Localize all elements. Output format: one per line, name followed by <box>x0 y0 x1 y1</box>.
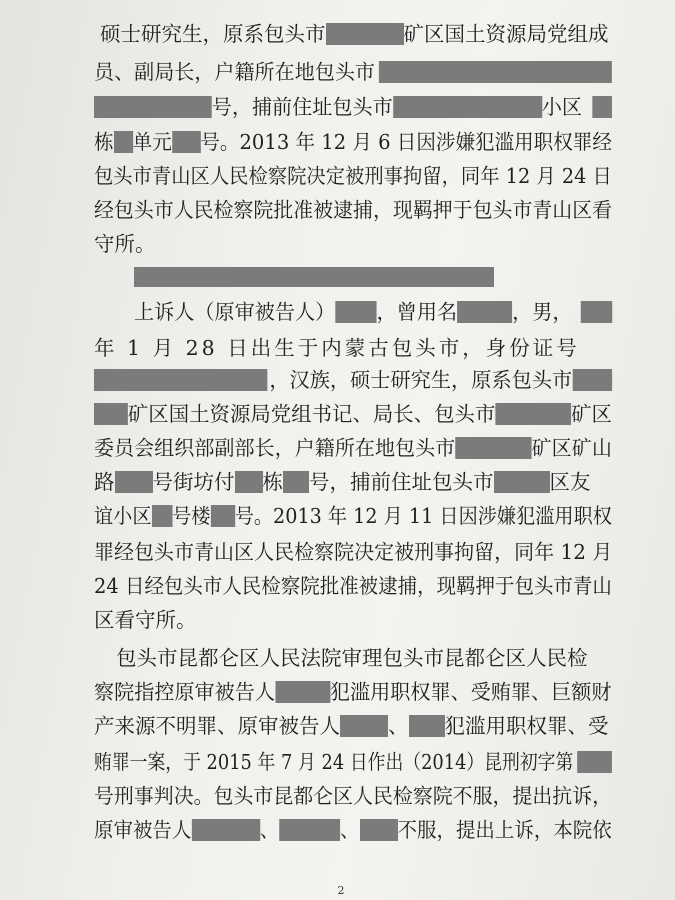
text-line: 号刑事判决。包头市昆都仑区人民检察院不服，提出抗诉， <box>94 784 613 808</box>
text-line <box>134 264 494 288</box>
redaction-block <box>114 131 133 153</box>
redaction-block <box>283 471 309 493</box>
text-segment: 委员会组织部副部长，户籍所在地包头市 <box>94 436 456 460</box>
text-segment: 硕士研究生，原系包头市 <box>100 22 326 46</box>
redaction-block <box>340 715 388 737</box>
text-segment: 、 <box>388 714 409 738</box>
text-line: 包头市昆都仑区人民法院审理包头市昆都仑区人民检 <box>116 646 588 670</box>
redaction-block <box>210 505 234 527</box>
text-segment: 号，捕前住址包头市 <box>309 470 494 494</box>
redaction-block <box>94 369 267 391</box>
text-line: 包头市青山区人民检察院决定被刑事拘留，同年 12 月 24 日 <box>94 164 612 188</box>
text-segment: 号。2013 年 12 月 11 日因涉嫌犯滥用职权 <box>234 504 612 528</box>
text-line <box>94 436 612 460</box>
text-segment: 区友 <box>549 470 591 494</box>
text-segment: 犯滥用职权罪、受 <box>444 714 609 738</box>
text-segment: 号，捕前住址包头市 <box>211 95 393 119</box>
redaction-block <box>172 131 201 153</box>
redaction-block <box>94 403 128 425</box>
redaction-block <box>457 301 512 323</box>
redaction-block <box>393 96 542 118</box>
text-line: 守所。 <box>94 232 156 256</box>
redaction-block <box>279 819 340 841</box>
text-line: 24 日经包头市人民检察院批准被逮捕，现羁押于包头市青山 <box>94 574 612 598</box>
text-line <box>100 22 609 46</box>
redaction-block <box>275 681 330 703</box>
text-segment: ，汉族，硕士研究生，原系包头市 <box>269 368 573 392</box>
text-segment: 谊小区 <box>94 504 152 528</box>
text-line <box>94 818 612 842</box>
redaction-block <box>94 96 212 118</box>
redaction-block <box>191 819 259 841</box>
text-line <box>94 750 612 774</box>
text-segment: 上诉人（原审被告人） <box>134 300 336 324</box>
text-segment: 年 1 月 28 日出生于内蒙古包头市，身份证号 <box>94 336 580 360</box>
text-segment: 员、副局长，户籍所在地包头市 <box>94 60 375 84</box>
text-segment: ，男， <box>512 300 573 324</box>
text-segment: 矿区国土资源局党组书记、局长、包头市 <box>127 402 496 426</box>
text-line <box>134 300 612 324</box>
redaction-block <box>577 751 612 773</box>
text-segment: 号楼 <box>172 504 211 528</box>
redaction-block <box>134 267 494 287</box>
text-line: 区看守所。 <box>94 608 197 632</box>
text-line <box>94 368 612 392</box>
text-segment: 、 <box>259 818 280 842</box>
text-segment: 察院指控原审被告人 <box>94 680 275 704</box>
text-segment: 号。2013 年 12 月 6 日因涉嫌犯滥用职权罪经 <box>200 130 612 154</box>
text-segment: 产来源不明罪、原审被告人 <box>94 714 340 738</box>
text-segment: 贿罪一案，于 2015 年 7 月 24 日作出（2014）昆刑初字第 <box>94 750 574 774</box>
text-segment: 小区 <box>541 95 583 119</box>
text-segment: 、 <box>340 818 360 842</box>
text-segment: 原审被告人 <box>94 818 192 842</box>
text-segment: 不服，提出上诉，本院依 <box>397 818 612 842</box>
text-segment: 路 <box>94 470 115 494</box>
redaction-block <box>592 96 612 118</box>
redaction-block <box>409 715 445 737</box>
redaction-block <box>335 301 376 323</box>
text-line <box>94 402 612 426</box>
text-segment: 犯滥用职权罪、受贿罪、巨额财 <box>329 680 612 704</box>
redaction-block <box>360 819 398 841</box>
redaction-block <box>115 471 153 493</box>
redaction-block <box>152 505 173 527</box>
text-segment: 单元 <box>132 130 172 154</box>
text-line <box>94 336 580 360</box>
page-number: 2 <box>337 884 345 897</box>
redaction-block <box>572 369 611 391</box>
text-line <box>94 130 612 154</box>
redaction-block <box>580 301 611 323</box>
redaction-block <box>495 403 571 425</box>
text-line <box>94 95 611 119</box>
text-segment: ，曾用名 <box>376 300 458 324</box>
text-segment: 矿区 <box>571 402 612 426</box>
text-line: 罪经包头市青山区人民检察院决定被刑事拘留，同年 12 月 <box>94 540 613 564</box>
text-segment: 矿区矿山 <box>531 436 612 460</box>
redaction-block <box>235 471 263 493</box>
redaction-block <box>326 23 404 45</box>
text-segment: 栋 <box>94 130 114 154</box>
redaction-block <box>455 437 531 459</box>
redaction-block <box>379 61 612 83</box>
text-line <box>94 60 612 84</box>
text-segment: 号街坊付 <box>152 470 235 494</box>
text-line: 经包头市人民检察院批准被逮捕，现羁押于包头市青山区看 <box>94 198 613 222</box>
text-line <box>94 680 611 704</box>
redaction-block <box>494 471 550 493</box>
text-segment: 矿区国土资源局党组成 <box>403 22 609 46</box>
text-segment: 栋 <box>262 470 283 494</box>
text-line <box>94 714 609 738</box>
text-line <box>94 504 612 528</box>
text-line <box>94 470 591 494</box>
